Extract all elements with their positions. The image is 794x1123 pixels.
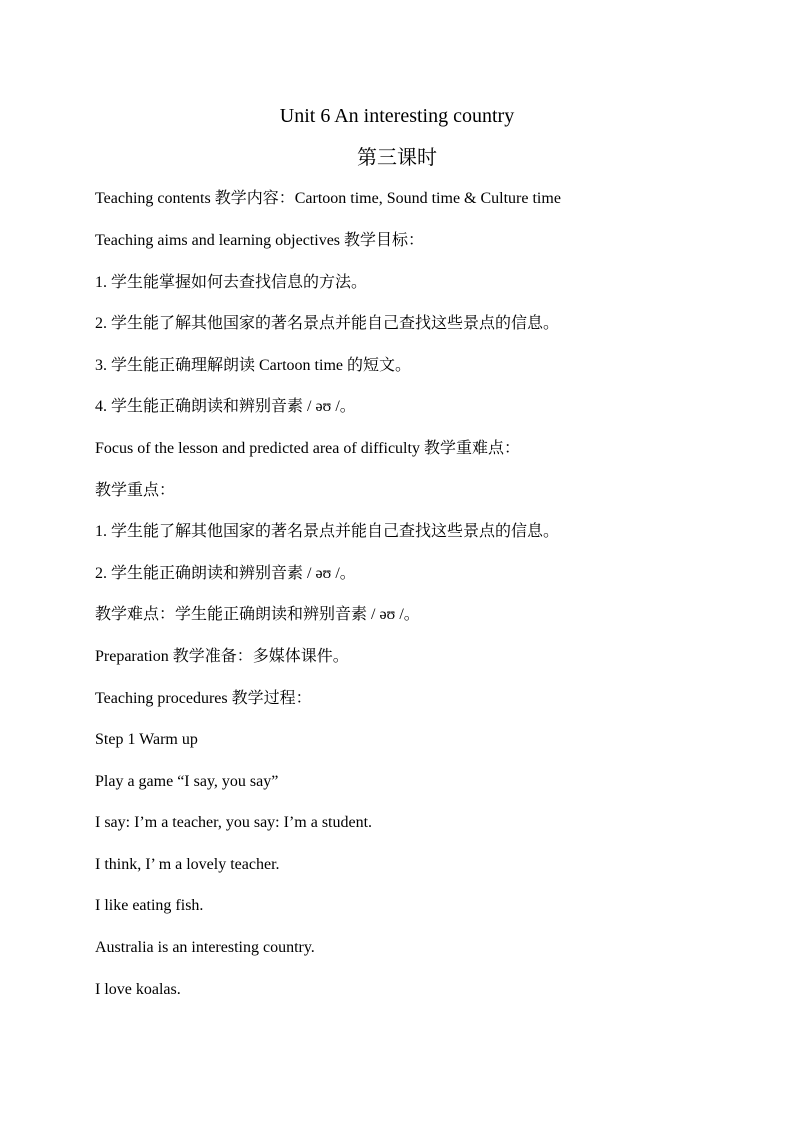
body-line: I think, I’ m a lovely teacher. xyxy=(95,856,280,873)
key-point-2: 2. 学生能正确朗读和辨别音素 / ǝʊ /。 xyxy=(95,565,356,582)
body-line: I say: I’m a teacher, you say: I’m a student. xyxy=(95,814,373,831)
preparation-line: Preparation 教学准备：多媒体课件。 xyxy=(95,648,349,665)
key-point-1: 1. 学生能了解其他国家的著名景点并能自己查找这些景点的信息。 xyxy=(95,523,560,540)
teaching-contents: Teaching contents 教学内容：Cartoon time, Sound time & Culture time xyxy=(95,190,561,207)
focus-heading: Focus of the lesson and predicted area of difficulty 教学重难点： xyxy=(95,440,520,457)
body-line: Australia is an interesting country. xyxy=(95,939,315,956)
body-line: I like eating fish. xyxy=(95,897,204,914)
aim-item-4: 4. 学生能正确朗读和辨别音素 / ǝʊ /。 xyxy=(95,398,356,415)
body-line: I love koalas. xyxy=(95,981,181,998)
key-points-heading: 教学重点： xyxy=(95,482,176,499)
teaching-aims-heading: Teaching aims and learning objectives 教学目标： xyxy=(95,232,425,249)
document-subtitle: 第三课时 xyxy=(357,147,437,169)
aim-item-1: 1. 学生能掌握如何去查找信息的方法。 xyxy=(95,274,368,291)
aim-item-2: 2. 学生能了解其他国家的著名景点并能自己查找这些景点的信息。 xyxy=(95,315,560,332)
step-heading: Step 1 Warm up xyxy=(95,731,198,748)
procedures-heading: Teaching procedures 教学过程： xyxy=(95,690,312,707)
aim-item-3: 3. 学生能正确理解朗读 Cartoon time 的短文。 xyxy=(95,357,411,374)
document-title: Unit 6 An interesting country xyxy=(279,105,515,127)
difficulty-line: 教学难点：学生能正确朗读和辨别音素 / ǝʊ /。 xyxy=(95,606,420,623)
game-line: Play a game “I say, you say” xyxy=(95,773,279,790)
